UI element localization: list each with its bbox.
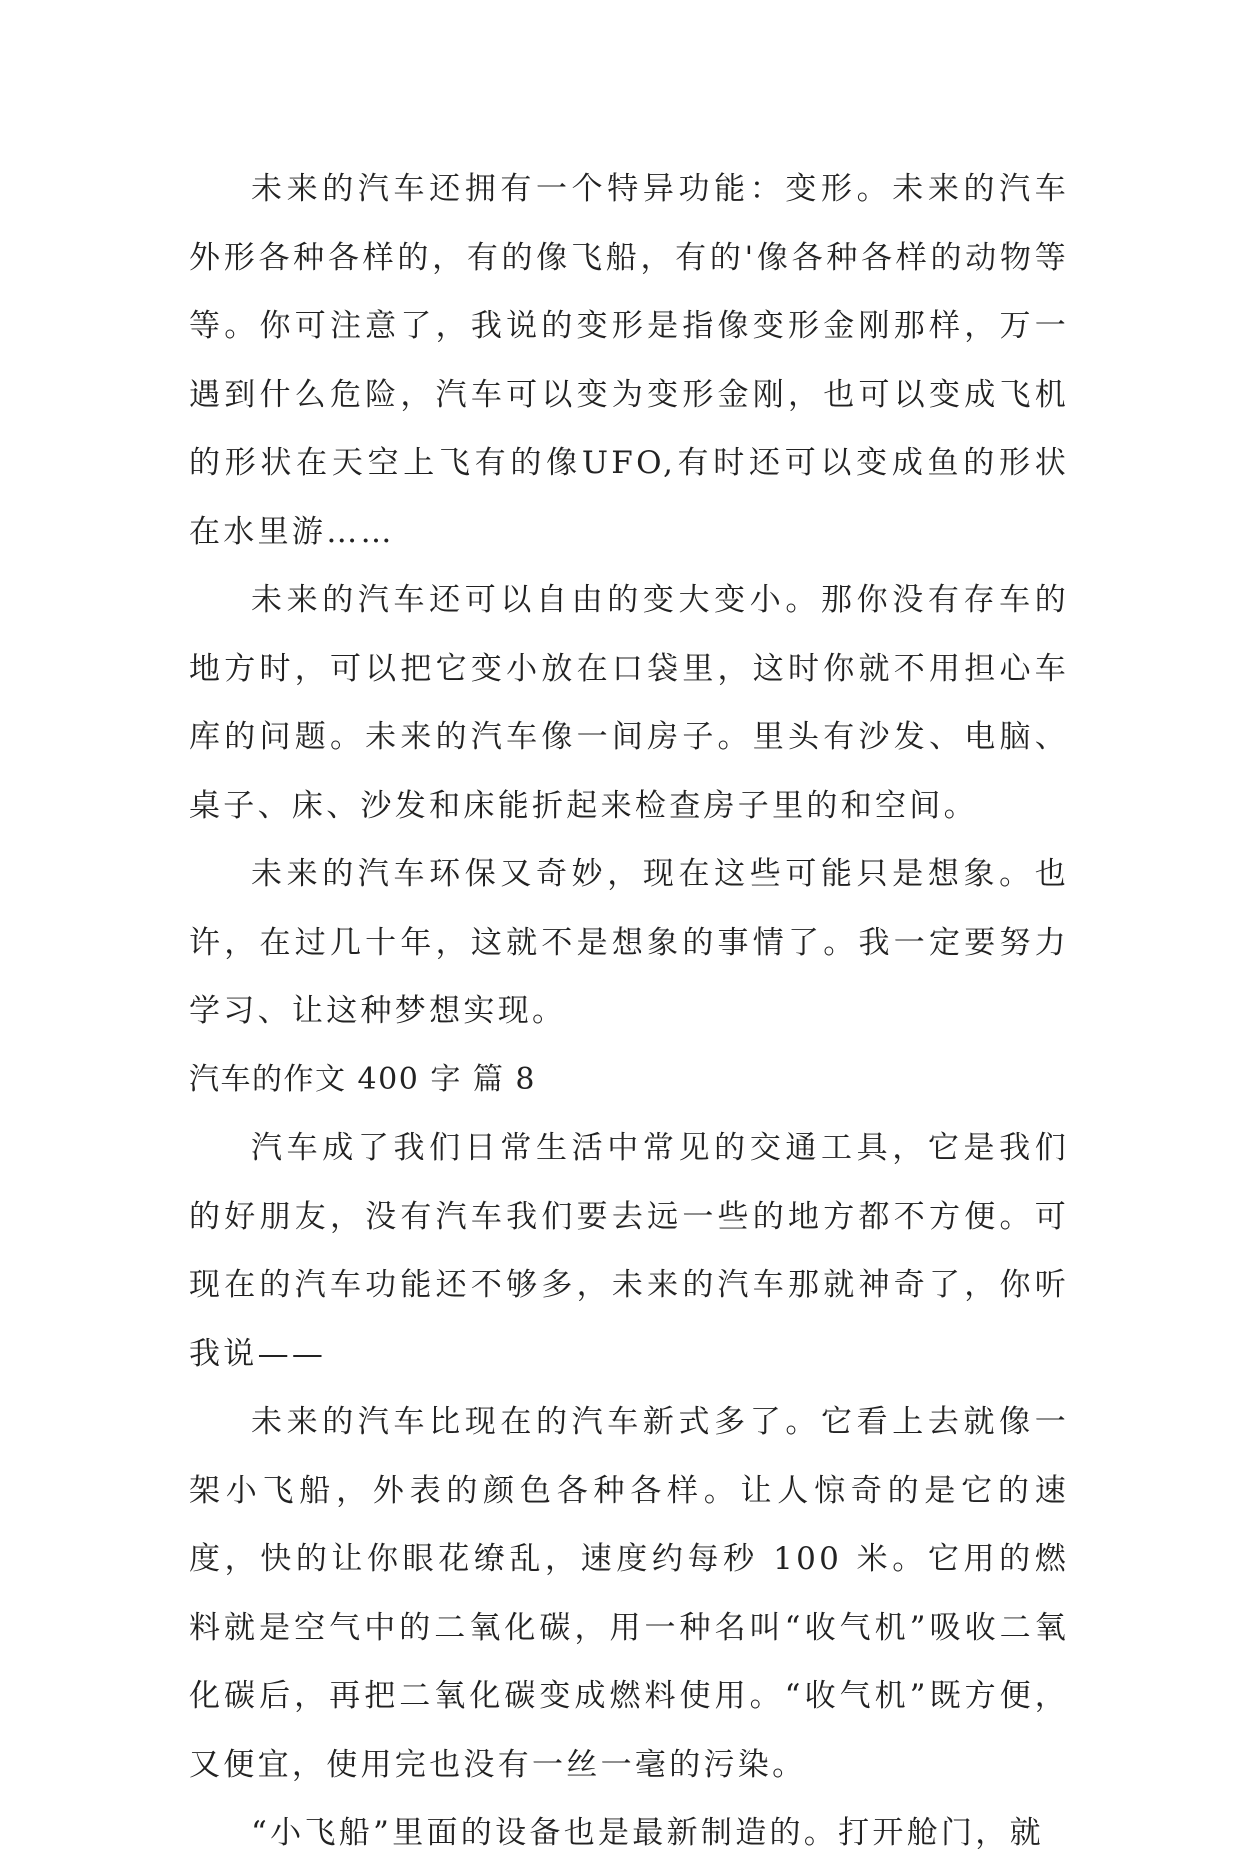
section-heading: 汽车的作文 400 字 篇 8	[189, 1061, 536, 1097]
paragraph-future-dream: 未来的汽车环保又奇妙，现在这些可能只是想象。也许，在过几十年，这就不是想象的事情了。我一定要努力学习、让这种梦想实现。	[189, 856, 1069, 1029]
paragraph-spaceship-car: 未来的汽车比现在的汽车新式多了。它看上去就像一架小飞船，外表的颜色各种各样。让人惊奇的是它的速度，快的让你眼花缭乱，速度约每秒 100 米。它用的燃料就是空气中的二氧化碳，用一种名叫“收气机”吸收二氧化碳后，再把二氧化碳变成燃料使用。“收气机”既方便，又便宜，使用完也没有一丝一毫的污染。	[189, 1404, 1069, 1783]
paragraph-transform: 未来的汽车还拥有一个特异功能：变形。未来的汽车外形各种各样的，有的像飞船，有的'像各种各样的动物等等。你可注意了，我说的变形是指像变形金刚那样，万一遇到什么危险，汽车可以变为变形金刚，也可以变成飞机的形状在天空上飞有的像UFO,有时还可以变成鱼的形状在水里游……	[189, 171, 1069, 550]
paragraph-intro: 汽车成了我们日常生活中常见的交通工具，它是我们的好朋友，没有汽车我们要去远一些的地方都不方便。可现在的汽车功能还不够多，未来的汽车那就神奇了，你听我说——	[189, 1130, 1069, 1372]
paragraph-equipment: “小飞船”里面的设备也是最新制造的。打开舱门，就	[251, 1815, 1044, 1851]
paragraph-resize: 未来的汽车还可以自由的变大变小。那你没有存车的地方时，可以把它变小放在口袋里，这时你就不用担心车库的问题。未来的汽车像一间房子。里头有沙发、电脑、桌子、床、沙发和床能折起来检查房子里的和空间。	[189, 582, 1069, 824]
document-body	[189, 155, 1069, 1868]
